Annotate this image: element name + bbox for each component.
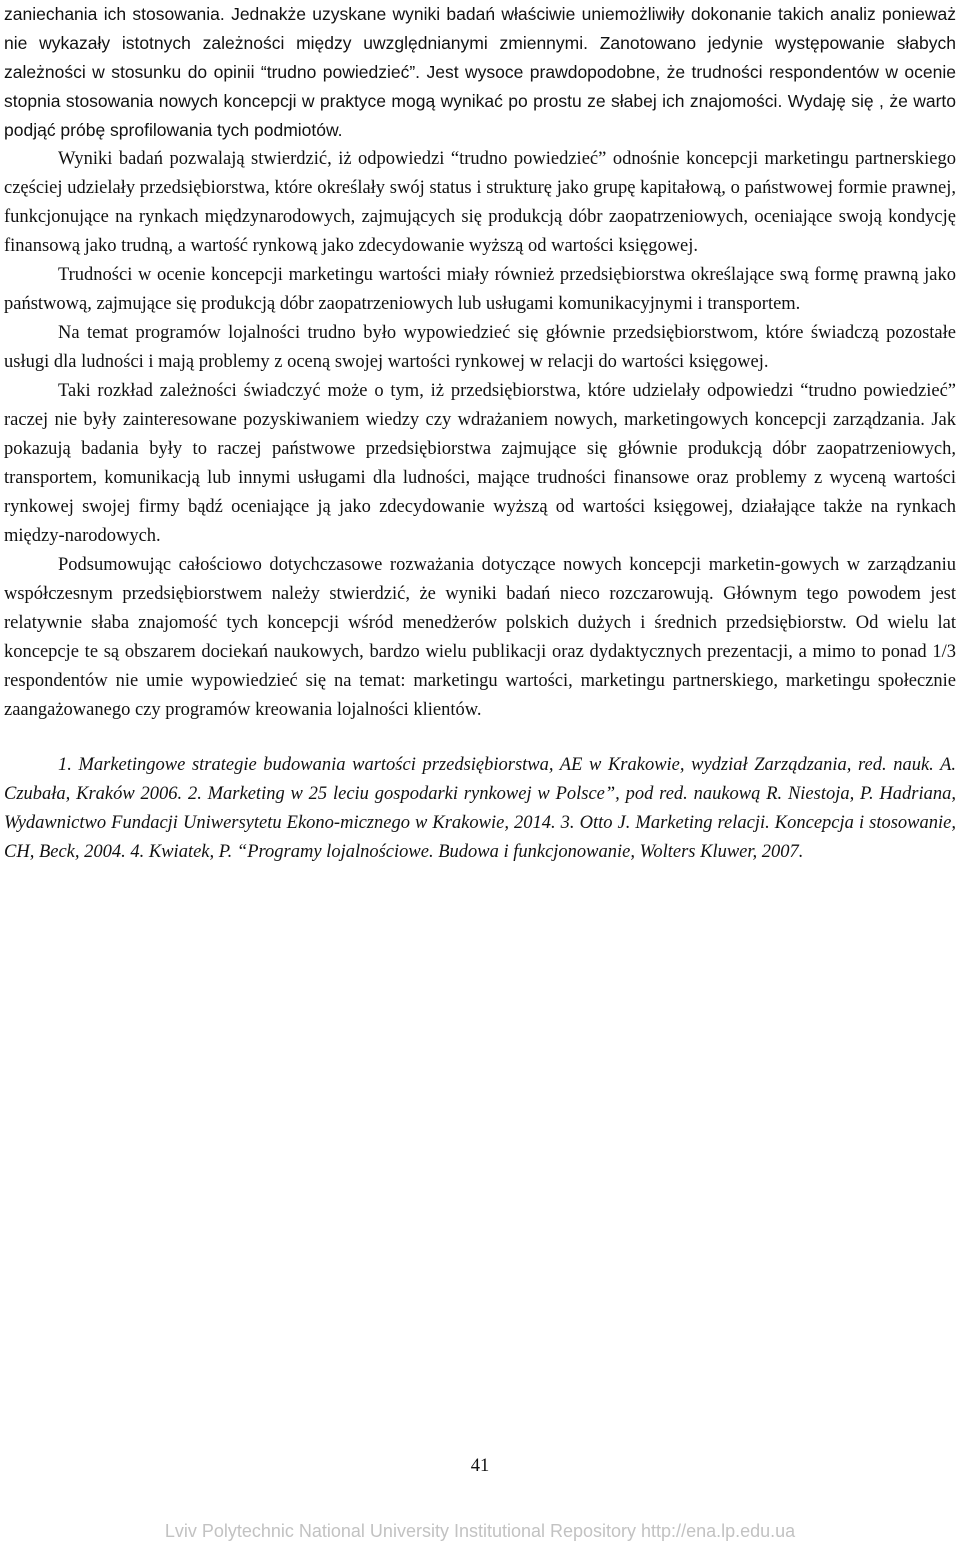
document-page [4, 0, 956, 886]
body-paragraph-3: Na temat programów lojalności trudno było wypowiedzieć się głównie przedsiębiorstwom, które świadczą pozostałe usługi dla ludności i mają problemy z oceną swojej wartości rynkowej w relacji do wartości księgowej. [4, 323, 956, 372]
intro-paragraph: zaniechania ich stosowania. Jednakże uzyskane wyniki badań właściwie uniemożliwiły dokonanie takich analiz ponieważ nie wykazały istotnych zależności między uwzględnianymi zmiennymi. Zanotowano jedynie występowanie słabych zależności w stosunku do opinii “trudno powiedzieć”. Jest wysoce prawdopodobne, że trudności respondentów w ocenie stopnia stosowania nowych koncepcji w praktyce mogą wynikać po prostu ze słabej ich znajomości. Wydaję się , że warto podjąć próbę sprofilowania tych podmiotów. [4, 4, 956, 140]
body-paragraph-5: Podsumowując całościowo dotychczasowe rozważania dotyczące nowych koncepcji marketin-gowych w zarządzaniu współczesnym przedsiębiorstwem należy stwierdzić, że wyniki badań nieco rozczarowują. Głównym tego powodem jest relatywnie słaba znajomość tych koncepcji wśród menedżerów polskich dużych i średnich przedsiębiorstw. Od wielu lat koncepcje te są obszarem dociekań naukowych, bardzo wielu publikacji oraz dydaktycznych prezentacji, a mimo to ponad 1/3 respondentów nie umie wypowiedzieć się na temat: marketingu wartości, marketingu partnerskiego, marketingu społecznie zaangażowanego czy programów kreowania lojalności klientów. [4, 555, 956, 720]
repository-watermark: Lviv Polytechnic National University Institutional Repository http://ena.lp.edu.ua [164, 1521, 796, 1541]
page-number: 41 [470, 1456, 490, 1476]
body-paragraph-4: Taki rozkład zależności świadczyć może o tym, iż przedsiębiorstwa, które udzielały odpowiedzi “trudno powiedzieć” raczej nie były zainteresowane pozyskiwaniem wiedzy czy wdrażaniem nowych, marketingowych koncepcji zarządzania. Jak pokazują badania były to raczej państwowe przedsiębiorstwa zajmujące się głównie produkcją dóbr zaopatrzeniowych, transportem, komunikacją lub innymi usługami dla ludności, mające trudności finansowe oraz problemy z wyceną wartości rynkowej swojej firmy bądź oceniające ją jako zdecydowanie wyższą od wartości księgowej, działające także na rynkach między-narodowych. [4, 381, 956, 546]
references-list: 1. Marketingowe strategie budowania wartości przedsiębiorstwa, AE w Krakowie, wydział Zarządzania, red. nauk. A. Czubała, Kraków 2006. 2. Marketing w 25 leciu gospodarki rynkowej w Polsce”, pod red. naukową R. Niestoja, P. Hadriana, Wydawnictwo Fundacji Uniwersytetu Ekono-micznego w Krakowie, 2014. 3. Otto J. Marketing relacji. Koncepcja i stosowanie, CH, Beck, 2004. 4. Kwiatek, P. “Programy lojalnościowe. Budowa i funkcjonowanie, Wolters Kluwer, 2007. [4, 755, 956, 862]
body-paragraph-2: Trudności w ocenie koncepcji marketingu wartości miały również przedsiębiorstwa określające swą formę prawną jako państwową, zajmujące się produkcją dóbr zaopatrzeniowych lub usługami komunikacyjnymi i transportem. [4, 265, 956, 314]
body-paragraph-1: Wyniki badań pozwalają stwierdzić, iż odpowiedzi “trudno powiedzieć” odnośnie koncepcji marketingu partnerskiego częściej udzielały przedsiębiorstwa, które określały swój status i strukturę jako grupę kapitałową, o państwowej formie prawnej, funkcjonujące na rynkach międzynarodowych, zajmujących się produkcją dóbr zaopatrzeniowych, oceniające swoją kondycję finansową jako trudną, a wartość rynkową jako zdecydowanie wyższą od wartości księgowej. [4, 149, 956, 256]
